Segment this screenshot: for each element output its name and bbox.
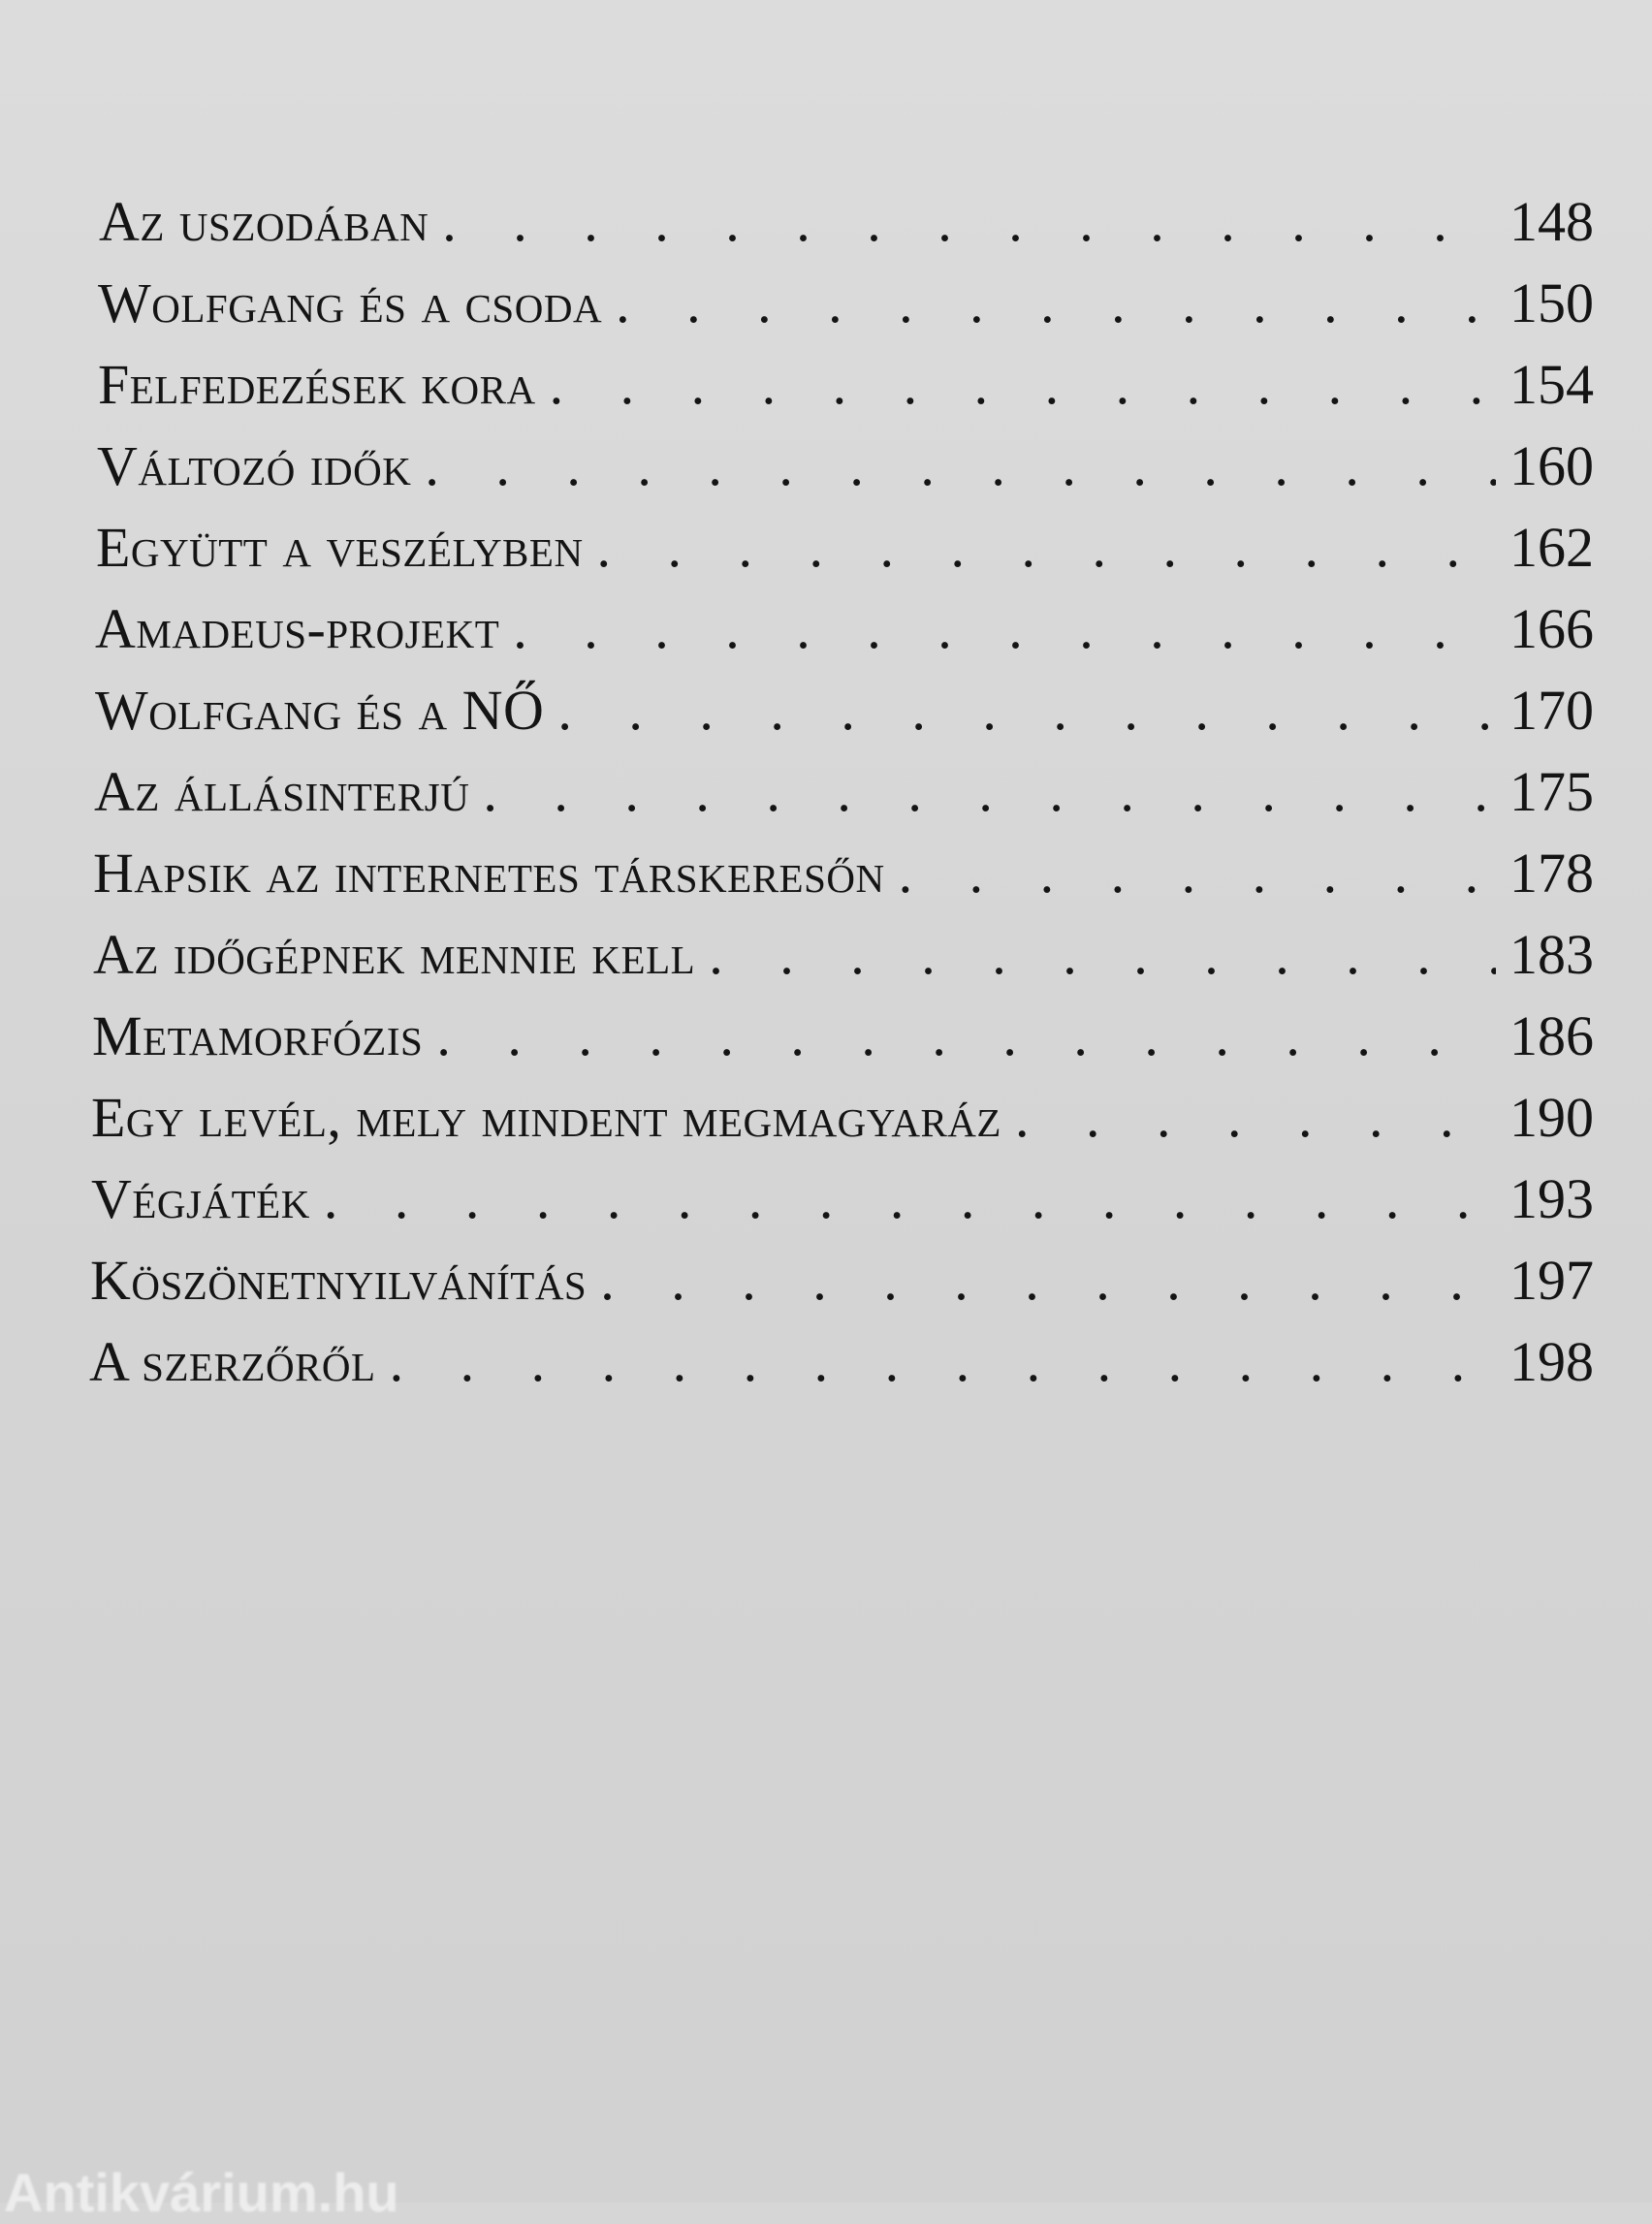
- toc-entry: [98, 337, 1594, 419]
- toc-entry-page: 166: [1509, 597, 1594, 660]
- dot-leader: [557, 677, 1496, 745]
- toc-entry-page: 183: [1509, 923, 1594, 986]
- toc-entry-title: Az időgépnek mennie kell: [93, 923, 696, 986]
- toc-entry-title: Változó idők: [97, 434, 412, 497]
- dot-leader: [436, 1002, 1496, 1070]
- toc-entry-title: Hapsik az internetes társkeresőn: [93, 842, 885, 905]
- toc-entry: [92, 989, 1594, 1070]
- toc-entry-page: 148: [1509, 190, 1594, 253]
- toc-entry-page: 154: [1509, 353, 1594, 416]
- toc-entry-page: 198: [1509, 1330, 1594, 1393]
- toc-entry: [94, 745, 1594, 826]
- toc-entry-page: 190: [1509, 1086, 1594, 1149]
- toc-entry: [97, 419, 1594, 500]
- toc-entry: [90, 1233, 1594, 1315]
- toc-entry: [89, 1315, 1594, 1396]
- toc-entry-page: 150: [1509, 271, 1594, 334]
- toc-entry: [91, 1152, 1594, 1233]
- dot-leader: [600, 1247, 1496, 1315]
- dot-leader: [425, 432, 1496, 500]
- toc-entry-title: Wolfgang és a csoda: [98, 271, 603, 334]
- toc-entry-page: 170: [1509, 679, 1594, 742]
- toc-entry-page: 162: [1509, 516, 1594, 579]
- toc-entry: [93, 826, 1594, 907]
- dot-leader: [390, 1328, 1496, 1396]
- dot-leader: [483, 758, 1496, 826]
- dot-leader: [709, 921, 1496, 989]
- dot-leader: [616, 270, 1496, 337]
- toc-entry-title: A szerzőről: [89, 1330, 376, 1393]
- dot-leader: [597, 514, 1496, 582]
- toc-entry-title: Felfedezések kora: [98, 353, 536, 416]
- toc-entry-title: Wolfgang és a NŐ: [95, 679, 545, 742]
- toc-entry-title: Együtt a veszélyben: [96, 516, 584, 579]
- toc-entry-page: 186: [1509, 1004, 1594, 1067]
- toc-entry: [93, 907, 1594, 989]
- toc-entry: [95, 663, 1594, 745]
- toc-entry: [95, 582, 1594, 663]
- watermark: Antikvárium.hu: [4, 2162, 399, 2223]
- toc-entry-title: Az állásinterjú: [94, 760, 470, 823]
- toc-entry-title: Egy levél, mely mindent megmagyaráz: [91, 1086, 1001, 1149]
- dot-leader: [550, 351, 1496, 419]
- toc-entry-title: Az uszodában: [99, 190, 429, 253]
- toc-entry-title: Metamorfózis: [92, 1004, 424, 1067]
- toc-entry-title: Végjáték: [91, 1167, 310, 1230]
- dot-leader: [513, 595, 1496, 663]
- toc-entry: [99, 175, 1594, 256]
- dot-leader: [899, 840, 1496, 907]
- toc-entry: [98, 256, 1594, 337]
- toc-entry-page: 178: [1509, 842, 1594, 905]
- table-of-contents: [89, 175, 1594, 1396]
- dot-leader: [1015, 1084, 1496, 1152]
- toc-entry-title: Köszönetnyilvánítás: [90, 1249, 588, 1312]
- toc-entry-page: 160: [1509, 434, 1594, 497]
- toc-entry-page: 175: [1509, 760, 1594, 823]
- toc-entry: [91, 1070, 1594, 1152]
- toc-entry-page: 193: [1509, 1167, 1594, 1230]
- toc-entry: [96, 500, 1594, 582]
- dot-leader: [442, 188, 1496, 256]
- dot-leader: [324, 1165, 1496, 1233]
- toc-entry-title: Amadeus-projekt: [95, 597, 500, 660]
- toc-entry-page: 197: [1509, 1249, 1594, 1312]
